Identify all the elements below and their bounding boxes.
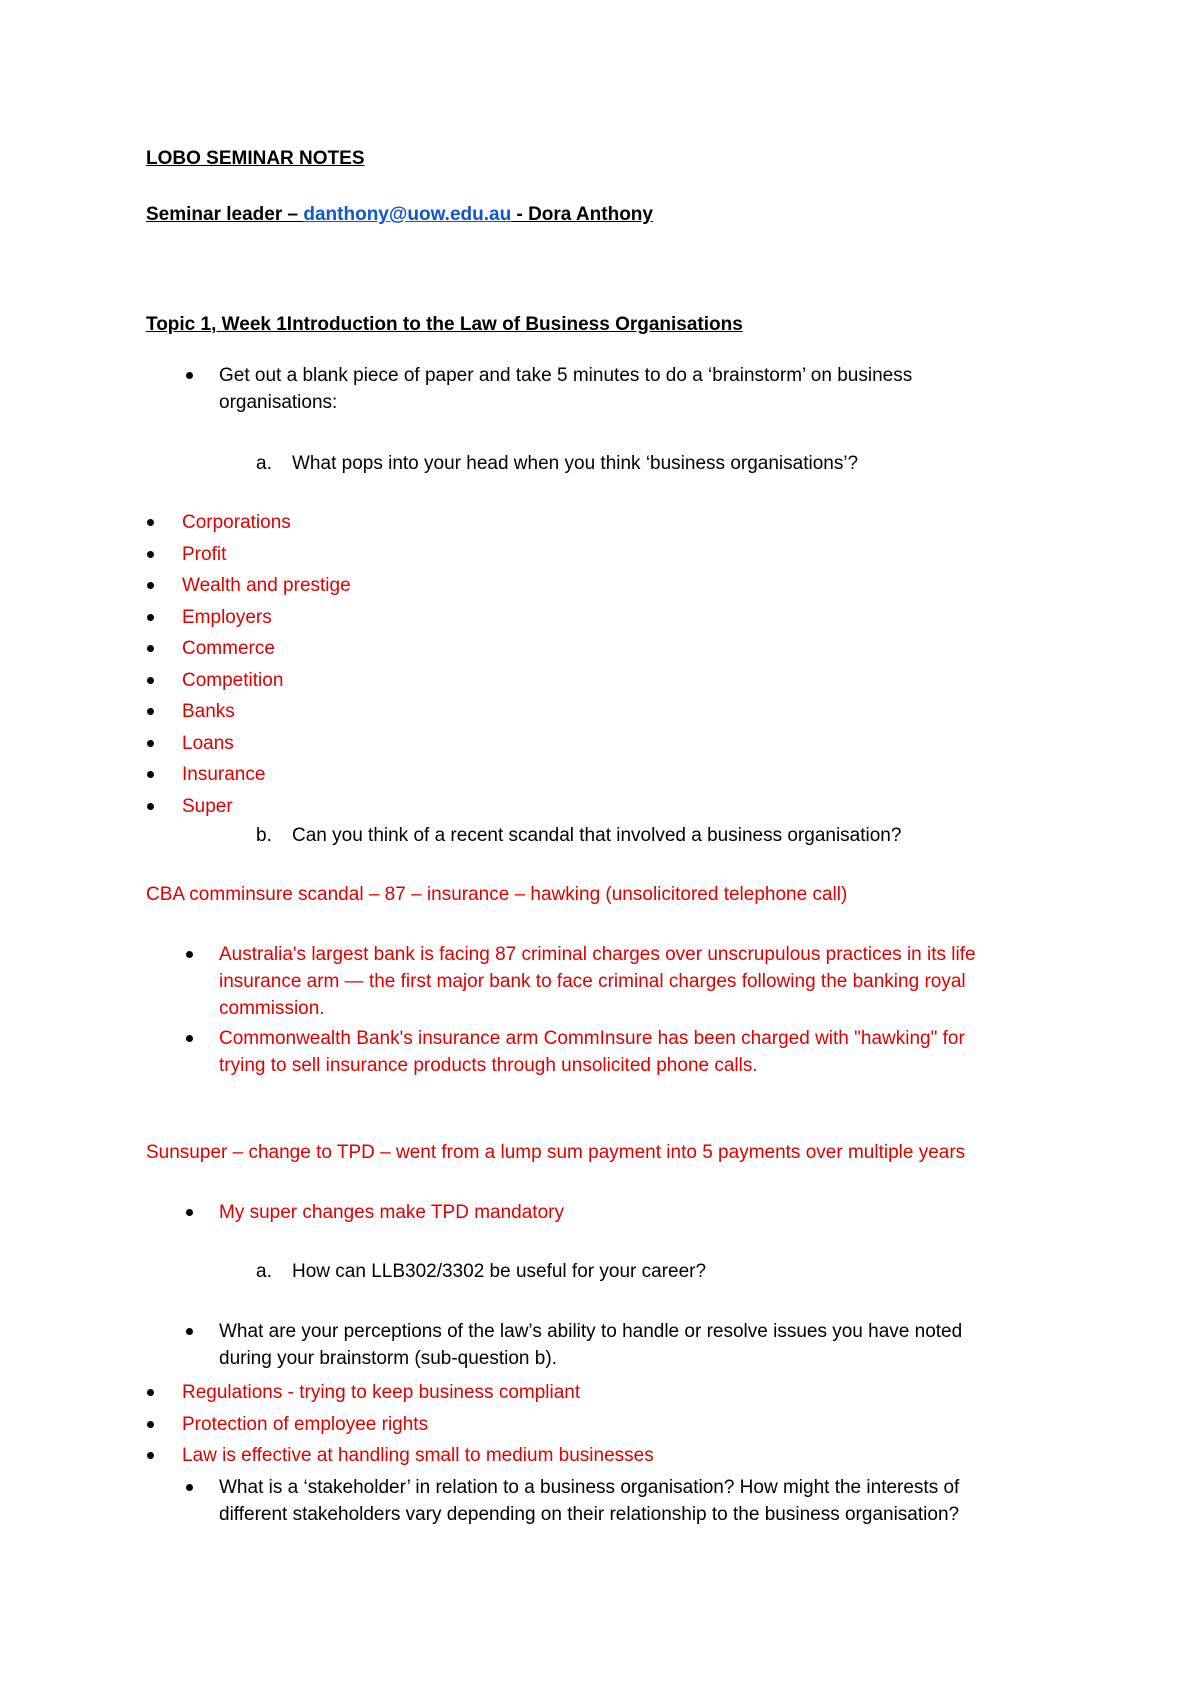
topic-heading: Topic 1, Week 1Introduction to the Law of Business Organisations (146, 314, 743, 335)
perception-answer: Regulations - trying to keep business compliant (182, 1382, 581, 1403)
perceptions-line-2: during your brainstorm (sub-question b). (219, 1348, 557, 1369)
leader-email-link[interactable]: danthony@uow.edu.au (303, 204, 512, 225)
stakeholder-line-2: different stakeholders vary depending on their relationship to the business organisation? (219, 1504, 960, 1525)
bullet-icon (147, 771, 154, 778)
task-intro-line-1: Get out a blank piece of paper and take 5 minutes to do a ‘brainstorm’ on business (219, 365, 913, 386)
bullet-icon (147, 1452, 154, 1459)
bullet-icon (147, 582, 154, 589)
brainstorm-item: Banks (182, 701, 235, 722)
perceptions-line-1: What are your perceptions of the law’s ability to handle or resolve issues you have noted (219, 1321, 963, 1342)
bullet-icon (147, 519, 154, 526)
brainstorm-item: Loans (182, 733, 234, 754)
brainstorm-item: Commerce (182, 638, 275, 659)
bullet-icon (147, 614, 154, 621)
cba-point-1-line-1: Australia's largest bank is facing 87 criminal charges over unscrupulous practices in its life (219, 944, 976, 965)
stakeholder-line-1: What is a ‘stakeholder’ in relation to a business organisation? How might the interests of (219, 1477, 960, 1498)
bullet-icon (147, 645, 154, 652)
bullet-icon (186, 1484, 193, 1491)
brainstorm-item: Corporations (182, 512, 291, 533)
task-intro-line-2: organisations: (219, 392, 338, 413)
question-c-marker: a. (256, 1261, 272, 1282)
seminar-leader-name: - Dora Anthony (511, 204, 653, 225)
question-b-marker: b. (256, 825, 272, 846)
question-a-text: What pops into your head when you think ‘business organisations’? (292, 453, 859, 474)
sunsuper-heading: Sunsuper – change to TPD – went from a lump sum payment into 5 payments over multiple years (146, 1142, 966, 1163)
cba-heading: CBA comminsure scandal – 87 – insurance – hawking (unsolicitored telephone call) (146, 884, 848, 905)
document-title: LOBO SEMINAR NOTES (146, 148, 365, 169)
bullet-icon (186, 1328, 193, 1335)
perception-answer: Law is effective at handling small to medium businesses (182, 1445, 654, 1466)
seminar-leader-line (146, 202, 653, 228)
brainstorm-item: Employers (182, 607, 272, 628)
bullet-icon (147, 740, 154, 747)
perception-answer: Protection of employee rights (182, 1414, 429, 1435)
bullet-icon (186, 1035, 193, 1042)
bullet-icon (186, 1209, 193, 1216)
cba-point-2-line-1: Commonwealth Bank's insurance arm CommInsure has been charged with "hawking" for (219, 1028, 965, 1049)
question-a-marker: a. (256, 453, 272, 474)
bullet-icon (147, 677, 154, 684)
bullet-icon (147, 803, 154, 810)
sunsuper-point: My super changes make TPD mandatory (219, 1202, 564, 1223)
bullet-icon (147, 1389, 154, 1396)
brainstorm-item: Competition (182, 670, 284, 691)
bullet-icon (186, 951, 193, 958)
brainstorm-item: Profit (182, 544, 227, 565)
bullet-icon (147, 708, 154, 715)
cba-point-2-line-2: trying to sell insurance products through unsolicited phone calls. (219, 1055, 758, 1076)
bullet-icon (147, 551, 154, 558)
cba-point-1-line-3: commission. (219, 998, 325, 1019)
brainstorm-item: Wealth and prestige (182, 575, 351, 596)
question-c-text: How can LLB302/3302 be useful for your career? (292, 1261, 707, 1282)
bullet-icon (186, 372, 193, 379)
brainstorm-item: Insurance (182, 764, 266, 785)
cba-point-1-line-2: insurance arm — the first major bank to face criminal charges following the banking royal (219, 971, 966, 992)
brainstorm-item: Super (182, 796, 233, 817)
bullet-icon (147, 1421, 154, 1428)
seminar-leader-prefix: Seminar leader – (146, 204, 304, 225)
question-b-text: Can you think of a recent scandal that involved a business organisation? (292, 825, 902, 846)
